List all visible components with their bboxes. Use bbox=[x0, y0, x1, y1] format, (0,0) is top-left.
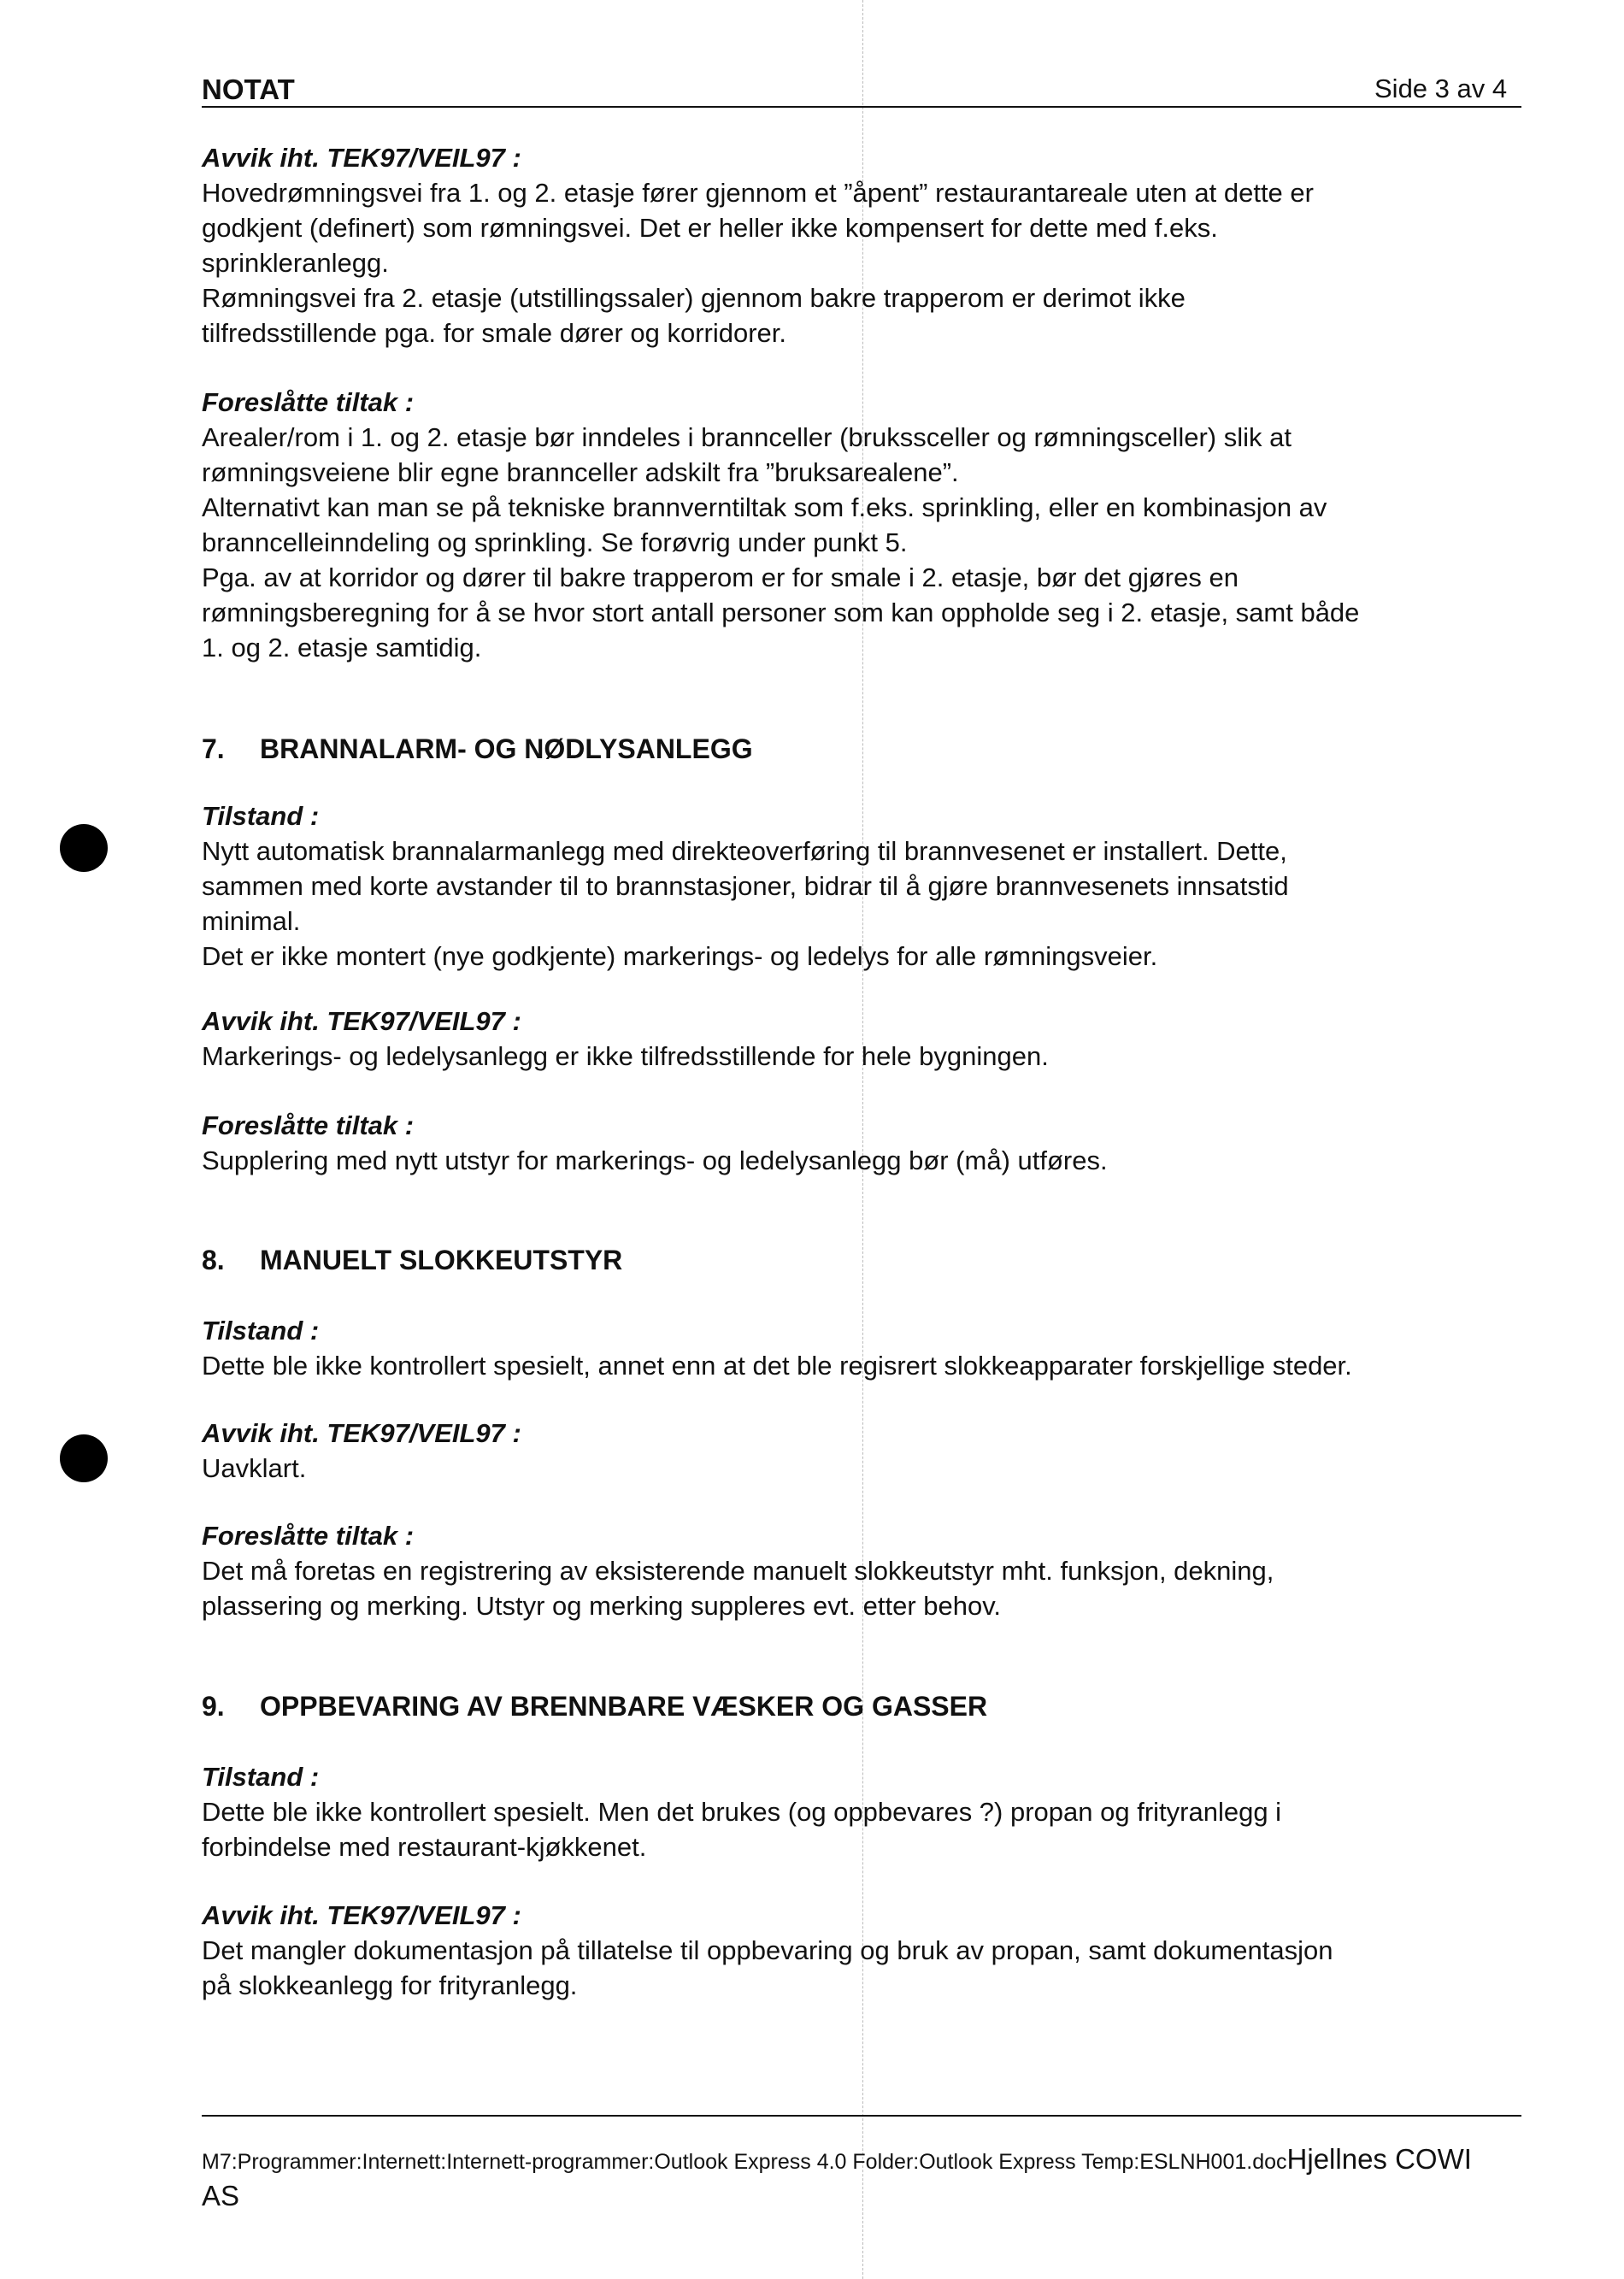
footer bbox=[202, 2142, 1535, 2213]
punch-hole bbox=[60, 1434, 108, 1482]
section-number: 7. bbox=[202, 733, 225, 764]
footer-file-path: M7:Programmer:Internett:Internett-programmer:Outlook Express 4.0 Folder:Outlook Express Temp:ESLNH001.doc bbox=[202, 2150, 1287, 2174]
sec9-avvik-block bbox=[202, 1898, 1535, 2003]
section-title: MANUELT SLOKKEUTSTYR bbox=[260, 1245, 623, 1275]
sec9-tilstand-block bbox=[202, 1759, 1535, 1864]
paragraph-line: plassering og merking. Utstyr og merking suppleres evt. etter behov. bbox=[202, 1591, 1002, 1621]
paragraph-line: rømningsveiene blir egne brannceller adskilt fra ”bruksarealene”. bbox=[202, 457, 959, 487]
sec8-avvik-block bbox=[202, 1416, 1535, 1486]
paragraph-line: Uavklart. bbox=[202, 1453, 307, 1483]
footer-company: Hjellnes COWI bbox=[1286, 2143, 1472, 2175]
header-divider bbox=[202, 106, 1521, 108]
sec8-tilstand-block bbox=[202, 1313, 1535, 1383]
sec7-tilstand-block bbox=[202, 798, 1535, 974]
sec6-tiltak-block bbox=[202, 385, 1535, 665]
paragraph-line: Det må foretas en registrering av eksisterende manuelt slokkeutstyr mht. funksjon, dekning, bbox=[202, 1556, 1274, 1586]
section-heading-8 bbox=[202, 1245, 622, 1276]
avvik-label: Avvik iht. TEK97/VEIL97 : bbox=[202, 1418, 521, 1448]
sec8-tiltak-block bbox=[202, 1518, 1535, 1623]
paragraph-line: sprinkleranlegg. bbox=[202, 248, 389, 278]
tiltak-label: Foreslåtte tiltak : bbox=[202, 387, 415, 417]
paragraph-line: minimal. bbox=[202, 906, 301, 936]
section-title: BRANNALARM- OG NØDLYSANLEGG bbox=[260, 733, 753, 764]
paragraph-line: rømningsberegning for å se hvor stort antall personer som kan oppholde seg i 2. etasje, samt både bbox=[202, 598, 1360, 627]
paragraph-line: Alternativt kan man se på tekniske brannverntiltak som f.eks. sprinkling, eller en kombinasjon av bbox=[202, 492, 1327, 522]
section-title: OPPBEVARING AV BRENNBARE VÆSKER OG GASSER bbox=[260, 1691, 988, 1722]
footer-divider bbox=[202, 2115, 1521, 2117]
paragraph-line: på slokkeanlegg for frityranlegg. bbox=[202, 1970, 578, 2000]
sec6-avvik-block bbox=[202, 140, 1535, 350]
paragraph-line: tilfredsstillende pga. for smale dører og korridorer. bbox=[202, 318, 787, 348]
paragraph-line: Dette ble ikke kontrollert spesielt, annet enn at det ble regisrert slokkeapparater forskjellige steder. bbox=[202, 1351, 1352, 1381]
paragraph-line: godkjent (definert) som rømningsvei. Det er heller ikke kompensert for dette med f.eks. bbox=[202, 213, 1218, 243]
section-heading-9 bbox=[202, 1691, 987, 1722]
sec7-avvik-block bbox=[202, 1004, 1535, 1074]
paragraph-line: Hovedrømningsvei fra 1. og 2. etasje fører gjennom et ”åpent” restaurantareale uten at dette er bbox=[202, 178, 1314, 208]
tiltak-label: Foreslåtte tiltak : bbox=[202, 1521, 415, 1551]
section-number: 8. bbox=[202, 1245, 225, 1275]
tilstand-label: Tilstand : bbox=[202, 801, 320, 831]
punch-hole bbox=[60, 824, 108, 872]
paragraph-line: sammen med korte avstander til to brannstasjoner, bidrar til å gjøre brannvesenets innsatstid bbox=[202, 871, 1289, 901]
avvik-label: Avvik iht. TEK97/VEIL97 : bbox=[202, 143, 521, 173]
paragraph-line: Det er ikke montert (nye godkjente) markerings- og ledelys for alle rømningsveier. bbox=[202, 941, 1158, 971]
section-heading-7 bbox=[202, 733, 753, 765]
tiltak-label: Foreslåtte tiltak : bbox=[202, 1110, 415, 1140]
tilstand-label: Tilstand : bbox=[202, 1762, 320, 1792]
paragraph-line: Dette ble ikke kontrollert spesielt. Men det brukes (og oppbevares ?) propan og frityranlegg i bbox=[202, 1797, 1282, 1827]
paragraph-line: Rømningsvei fra 2. etasje (utstillingssaler) gjennom bakre trapperom er derimot ikke bbox=[202, 283, 1186, 313]
tilstand-label: Tilstand : bbox=[202, 1316, 320, 1346]
avvik-label: Avvik iht. TEK97/VEIL97 : bbox=[202, 1006, 521, 1036]
paragraph-line: Supplering med nytt utstyr for markerings- og ledelysanlegg bør (må) utføres. bbox=[202, 1145, 1108, 1175]
paragraph-line: Nytt automatisk brannalarmanlegg med direkteoverføring til brannvesenet er installert. Dette, bbox=[202, 836, 1287, 866]
avvik-label: Avvik iht. TEK97/VEIL97 : bbox=[202, 1900, 521, 1930]
page-number: Side 3 av 4 bbox=[1374, 74, 1508, 103]
sec7-tiltak-block bbox=[202, 1108, 1535, 1178]
paragraph-line: Arealer/rom i 1. og 2. etasje bør inndeles i brannceller (brukssceller og rømningsceller) slik at bbox=[202, 422, 1292, 452]
paragraph-line: Det mangler dokumentasjon på tillatelse til oppbevaring og bruk av propan, samt dokumentasjon bbox=[202, 1935, 1333, 1965]
section-number: 9. bbox=[202, 1691, 225, 1722]
paragraph-line: branncelleinndeling og sprinkling. Se forøvrig under punkt 5. bbox=[202, 527, 908, 557]
paragraph-line: forbindelse med restaurant-kjøkkenet. bbox=[202, 1832, 647, 1862]
document-type-title: NOTAT bbox=[202, 74, 295, 105]
paragraph-line: Pga. av at korridor og dører til bakre trapperom er for smale i 2. etasje, bør det gjøres en bbox=[202, 562, 1239, 592]
footer-company-suffix: AS bbox=[202, 2180, 240, 2211]
paragraph-line: 1. og 2. etasje samtidig. bbox=[202, 633, 482, 662]
paragraph-line: Markerings- og ledelysanlegg er ikke tilfredsstillende for hele bygningen. bbox=[202, 1041, 1049, 1071]
